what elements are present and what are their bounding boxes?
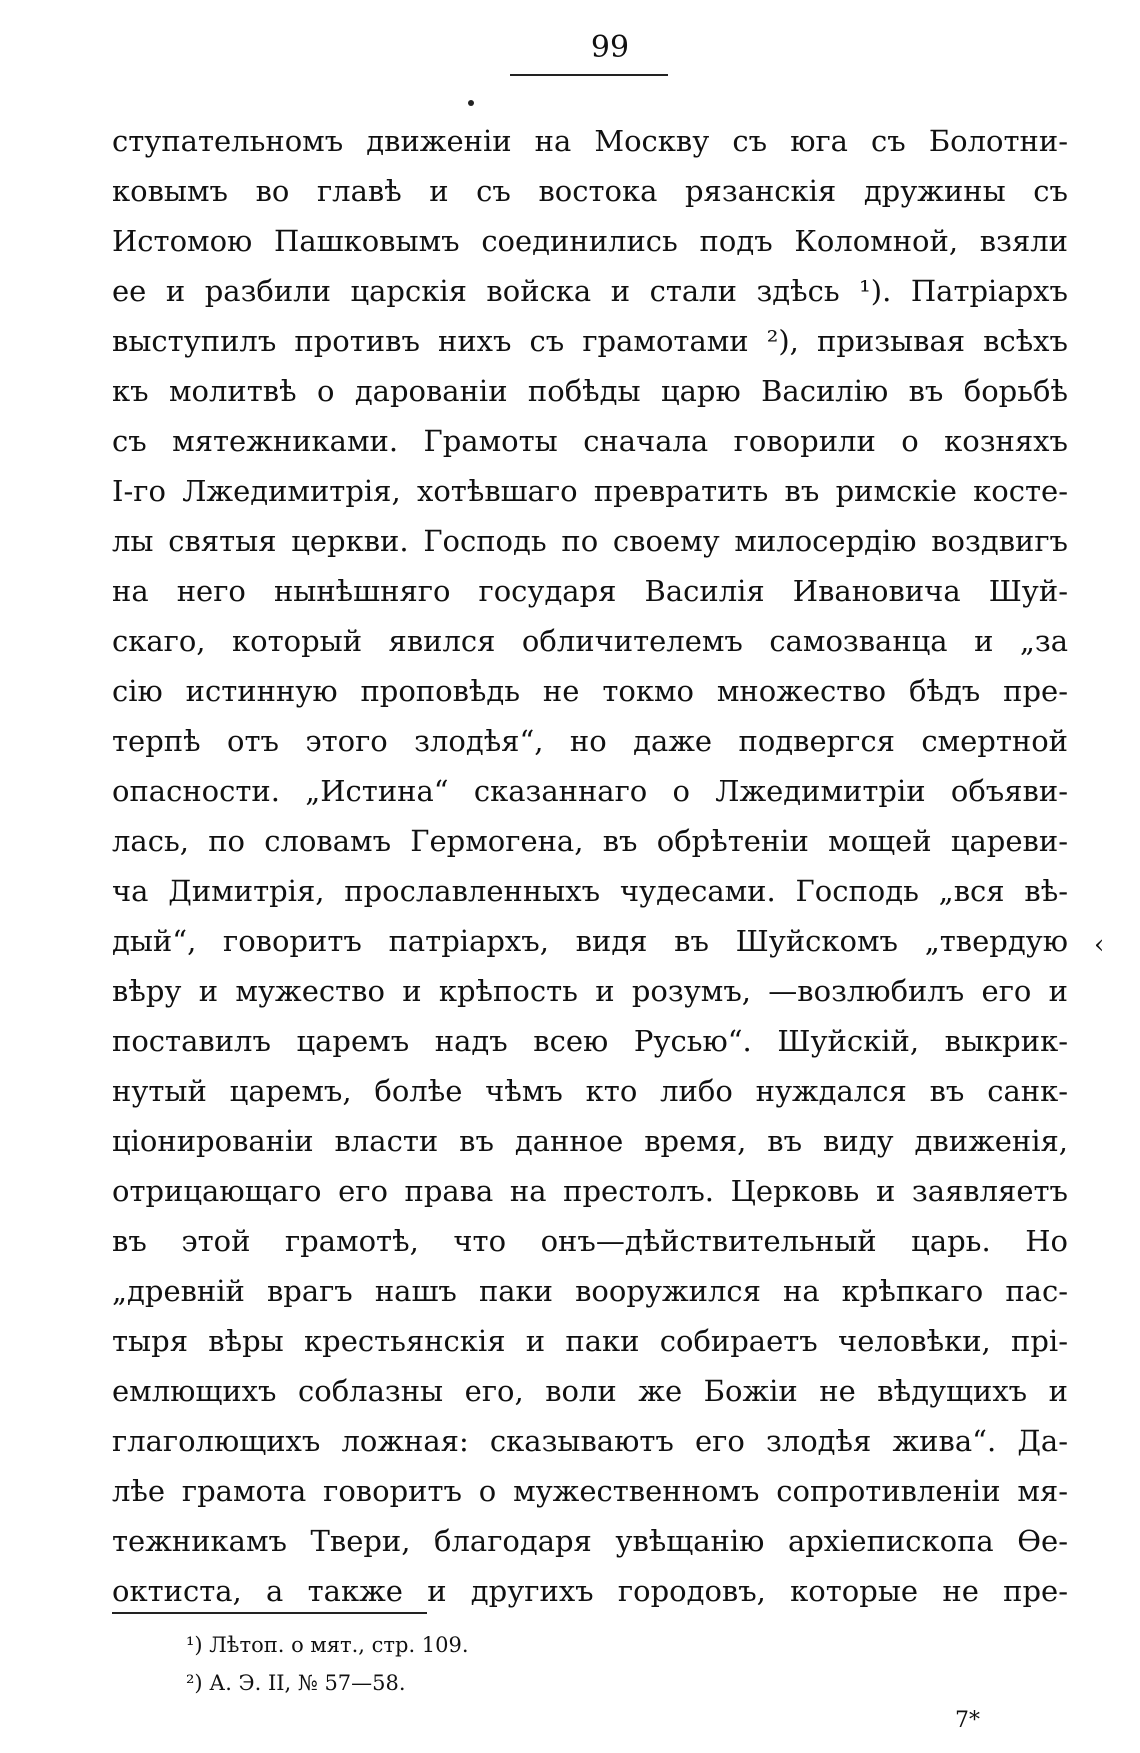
text-line: отрицающаго его права на престолъ. Церковь и заявляетъ xyxy=(112,1174,1068,1208)
text-line: нутый царемъ, болѣе чѣмъ кто либо нуждался въ санк- xyxy=(112,1074,1068,1108)
text-line: ковымъ во главѣ и съ востока рязанскія дружины съ xyxy=(112,174,1068,208)
footnotes xyxy=(186,1626,469,1702)
text-line: ступательномъ движеніи на Москву съ юга съ Болотни- xyxy=(112,124,1068,158)
footnote-rule xyxy=(112,1612,427,1614)
text-line: на него нынѣшняго государя Василія Ивановича Шуй- xyxy=(112,574,1068,608)
text-line: лы святыя церкви. Господь по своему милосердію воздвигъ xyxy=(112,524,1068,558)
text-line: терпѣ отъ этого злодѣя“, но даже подвергся смертной xyxy=(112,724,1068,758)
margin-mark: ‹ xyxy=(1094,930,1105,960)
text-line: лась, по словамъ Гермогена, въ обрѣтеніи мощей цареви- xyxy=(112,824,1068,858)
text-line: „древній врагъ нашъ паки вооружился на крѣпкаго пас- xyxy=(112,1274,1068,1308)
text-line: Истомою Пашковымъ соединились подъ Коломной, взяли xyxy=(112,224,1068,258)
text-line: въ этой грамотѣ, что онъ—дѣйствительный царь. Но xyxy=(112,1224,1068,1258)
text-line: тыря вѣры крестьянскія и паки собираетъ человѣки, прі- xyxy=(112,1324,1068,1358)
text-line: ее и разбили царскія войска и стали здѣсь ¹). Патріархъ xyxy=(112,274,1068,308)
text-line: емлющихъ соблазны его, воли же Божіи не вѣдущихъ и xyxy=(112,1374,1068,1408)
text-line: скаго, который явился обличителемъ самозванца и „за xyxy=(112,624,1068,658)
text-line: съ мятежниками. Грамоты сначала говорили о козняхъ xyxy=(112,424,1068,458)
text-line: дый“, говоритъ патріархъ, видя въ Шуйскомъ „твердую xyxy=(112,924,1068,958)
text-line: лѣе грамота говоритъ о мужественномъ сопротивленіи мя- xyxy=(112,1474,1068,1508)
page-number: 99 xyxy=(590,30,630,65)
signature-mark: 7* xyxy=(955,1708,980,1733)
text-line: октиста, а также и другихъ городовъ, которые не пре- xyxy=(112,1574,1068,1608)
body-text xyxy=(112,116,1068,1616)
text-line: І-го Лжедимитрія, хотѣвшаго превратить въ римскіе косте- xyxy=(112,474,1068,508)
text-line: тежникамъ Твери, благодаря увѣщанію архіепископа Ѳе- xyxy=(112,1524,1068,1558)
text-line: вѣру и мужество и крѣпость и розумъ, —возлюбилъ его и xyxy=(112,974,1068,1008)
text-line: ча Димитрія, прославленныхъ чудесами. Господь „вся вѣ- xyxy=(112,874,1068,908)
page-number-rule xyxy=(510,74,668,76)
footnote: ²) А. Э. II, № 57—58. xyxy=(186,1671,406,1695)
text-line: ціонированіи власти въ данное время, въ виду движенія, xyxy=(112,1124,1068,1158)
text-line: глаголющихъ ложная: сказываютъ его злодѣя жива“. Да- xyxy=(112,1424,1068,1458)
text-line: сію истинную проповѣдь не токмо множество бѣдъ пре- xyxy=(112,674,1068,708)
footnote: ¹) Лѣтоп. о мят., стр. 109. xyxy=(186,1633,469,1657)
text-line: выступилъ противъ нихъ съ грамотами ²), призывая всѣхъ xyxy=(112,324,1068,358)
print-speck xyxy=(468,100,474,106)
text-line: поставилъ царемъ надъ всею Русью“. Шуйскій, выкрик- xyxy=(112,1024,1068,1058)
text-line: опасности. „Истина“ сказаннаго о Лжедимитріи объяви- xyxy=(112,774,1068,808)
text-line: къ молитвѣ о дарованіи побѣды царю Василію въ борьбѣ xyxy=(112,374,1068,408)
